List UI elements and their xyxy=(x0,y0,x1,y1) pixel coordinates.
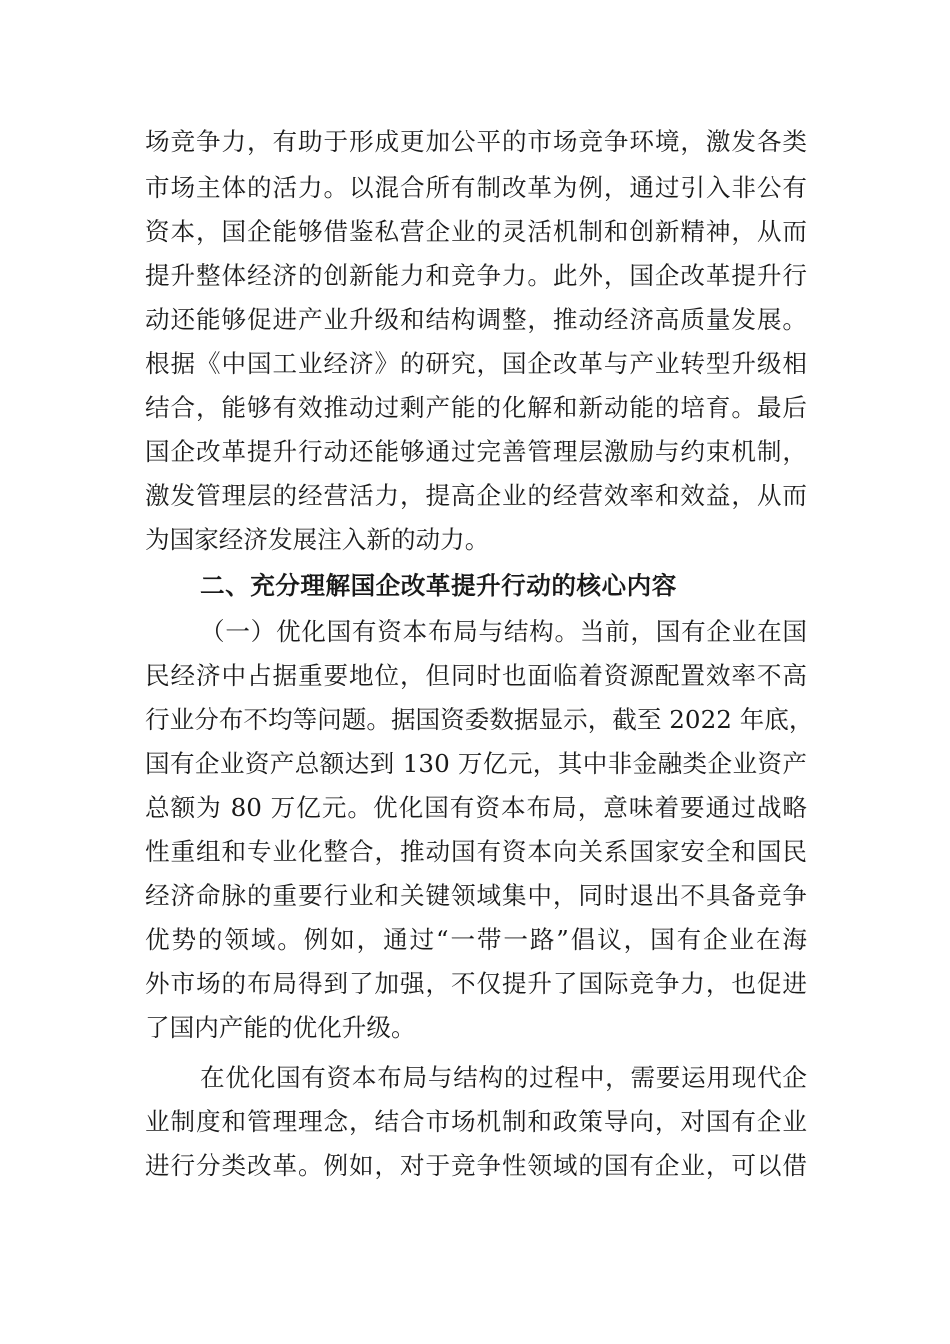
paragraph-2-line-9: 外市场的布局得到了加强，不仅提升了国际竞争力，也促进 xyxy=(145,969,807,998)
paragraph-2-line-7: 经济命脉的重要行业和关键领域集中，同时退出不具备竞争 xyxy=(145,881,807,910)
paragraph-2-line-4: 国有企业资产总额达到 130 万亿元，其中非金融类企业资产 xyxy=(145,749,807,778)
paragraph-1-line-3: 资本，国企能够借鉴私营企业的灵活机制和创新精神，从而 xyxy=(145,217,807,246)
paragraph-3-line-1: 在优化国有资本布局与结构的过程中，需要运用现代企 xyxy=(200,1063,807,1092)
paragraph-2-line-10: 了国内产能的优化升级。 xyxy=(145,1013,416,1042)
paragraph-1-line-10: 为国家经济发展注入新的动力。 xyxy=(145,525,490,554)
section-heading: 二、充分理解国企改革提升行动的核心内容 xyxy=(200,571,677,600)
paragraph-1-line-2: 市场主体的活力。以混合所有制改革为例，通过引入非公有 xyxy=(145,173,807,202)
paragraph-1-line-8: 国企改革提升行动还能够通过完善管理层激励与约束机制， xyxy=(145,437,807,466)
paragraph-2-line-5: 总额为 80 万亿元。优化国有资本布局，意味着要通过战略 xyxy=(145,793,807,822)
paragraph-2-line-3: 行业分布不均等问题。据国资委数据显示，截至 2022 年底， xyxy=(145,705,814,734)
paragraph-1-line-4: 提升整体经济的创新能力和竞争力。此外，国企改革提升行 xyxy=(145,261,807,290)
paragraph-1-line-6: 根据《中国工业经济》的研究，国企改革与产业转型升级相 xyxy=(145,349,807,378)
paragraph-3-line-2: 业制度和管理理念，结合市场机制和政策导向，对国有企业 xyxy=(145,1107,807,1136)
paragraph-2-line-1: （一）优化国有资本布局与结构。当前，国有企业在国 xyxy=(200,617,807,646)
paragraph-3-line-3: 进行分类改革。例如，对于竞争性领域的国有企业，可以借 xyxy=(145,1151,807,1180)
paragraph-1-line-7: 结合，能够有效推动过剩产能的化解和新动能的培育。最后 xyxy=(145,393,807,422)
paragraph-1-line-9: 激发管理层的经营活力，提高企业的经营效率和效益，从而 xyxy=(145,481,807,510)
paragraph-1-line-5: 动还能够促进产业升级和结构调整，推动经济高质量发展。 xyxy=(145,305,807,334)
paragraph-2-line-8: 优势的领域。例如，通过“一带一路”倡议，国有企业在海 xyxy=(145,925,807,954)
paragraph-1-line-1: 场竞争力，有助于形成更加公平的市场竞争环境，激发各类 xyxy=(145,127,807,156)
paragraph-2-line-6: 性重组和专业化整合，推动国有资本向关系国家安全和国民 xyxy=(145,837,807,866)
paragraph-2-line-2: 民经济中占据重要地位，但同时也面临着资源配置效率不高 xyxy=(145,661,807,690)
